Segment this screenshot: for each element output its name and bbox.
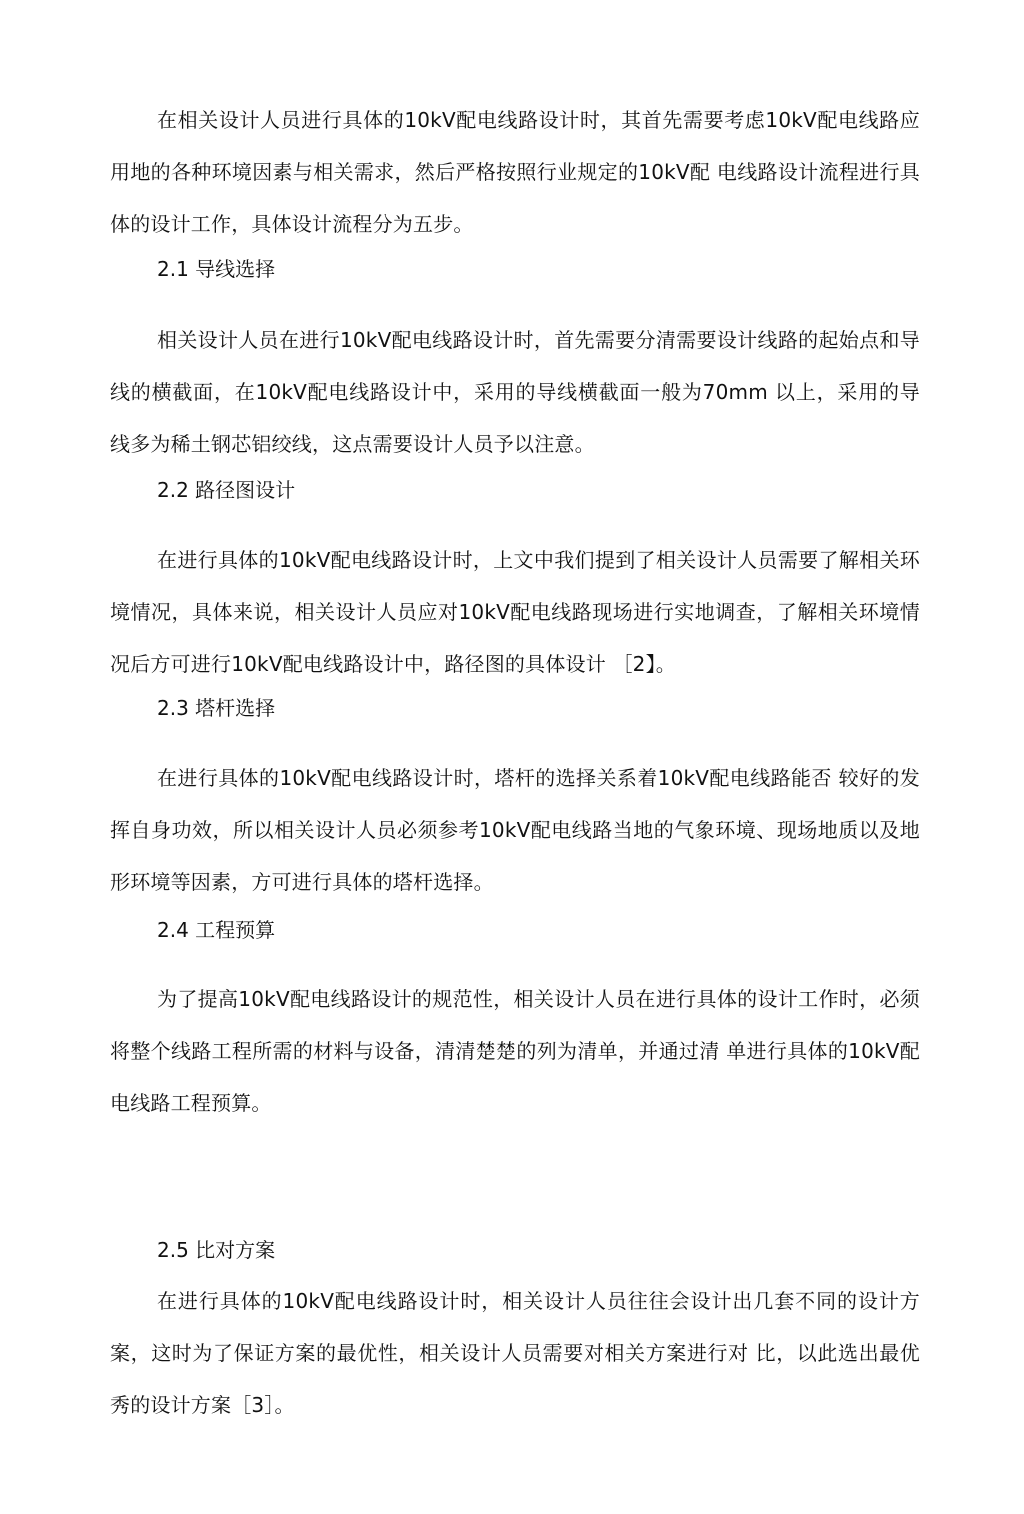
section-body-2-4: 为了提高10kV配电线路设计的规范性，相关设计人员在进行具体的设计工作时，必须将整个线路工程所需的材料与设备，清清楚楚的列为清单，并通过清 单进行具体的10kV配电线路工程预算。 [110,987,920,1115]
section-heading-2-4: 2.4 工程预算 [157,918,276,942]
section-heading-2-1: 2.1 导线选择 [157,257,276,281]
section-heading-2-5: 2.5 比对方案 [157,1238,276,1262]
section-heading-2-2: 2.2 路径图设计 [157,478,296,502]
section-body-2-3: 在进行具体的10kV配电线路设计时，塔杆的选择关系着10kV配电线路能否 较好的发挥自身功效，所以相关设计人员必须参考10kV配电线路当地的气象环境、现场地质以及地形环境等因素，方可进行具体的塔杆选择。 [110,766,920,894]
section-body-2-1: 相关设计人员在进行10kV配电线路设计时，首先需要分清需要设计线路的起始点和导线的横截面，在10kV配电线路设计中，采用的导线横截面一般为70mm 以上，采用的导线多为稀土钢芯铝绞线，这点需要设计人员予以注意。 [110,328,920,456]
intro-paragraph: 在相关设计人员进行具体的10kV配电线路设计时，其首先需要考虑10kV配电线路应用地的各种环境因素与相关需求，然后严格按照行业规定的10kV配 电线路设计流程进行具体的设计工作，具体设计流程分为五步。 [110,108,920,236]
section-heading-2-3: 2.3 塔杆选择 [157,696,276,720]
section-body-2-5: 在进行具体的10kV配电线路设计时，相关设计人员往往会设计出几套不同的设计方案，这时为了保证方案的最优性，相关设计人员需要对相关方案进行对 比，以此选出最优秀的设计方案［3］。 [110,1289,920,1417]
section-body-2-2: 在进行具体的10kV配电线路设计时，上文中我们提到了相关设计人员需要了解相关环境情况，具体来说，相关设计人员应对10kV配电线路现场进行实地调查，了解相关环境情况后方可进行10kV配电线路设计中，路径图的具体设计 ［2】。 [110,548,920,676]
